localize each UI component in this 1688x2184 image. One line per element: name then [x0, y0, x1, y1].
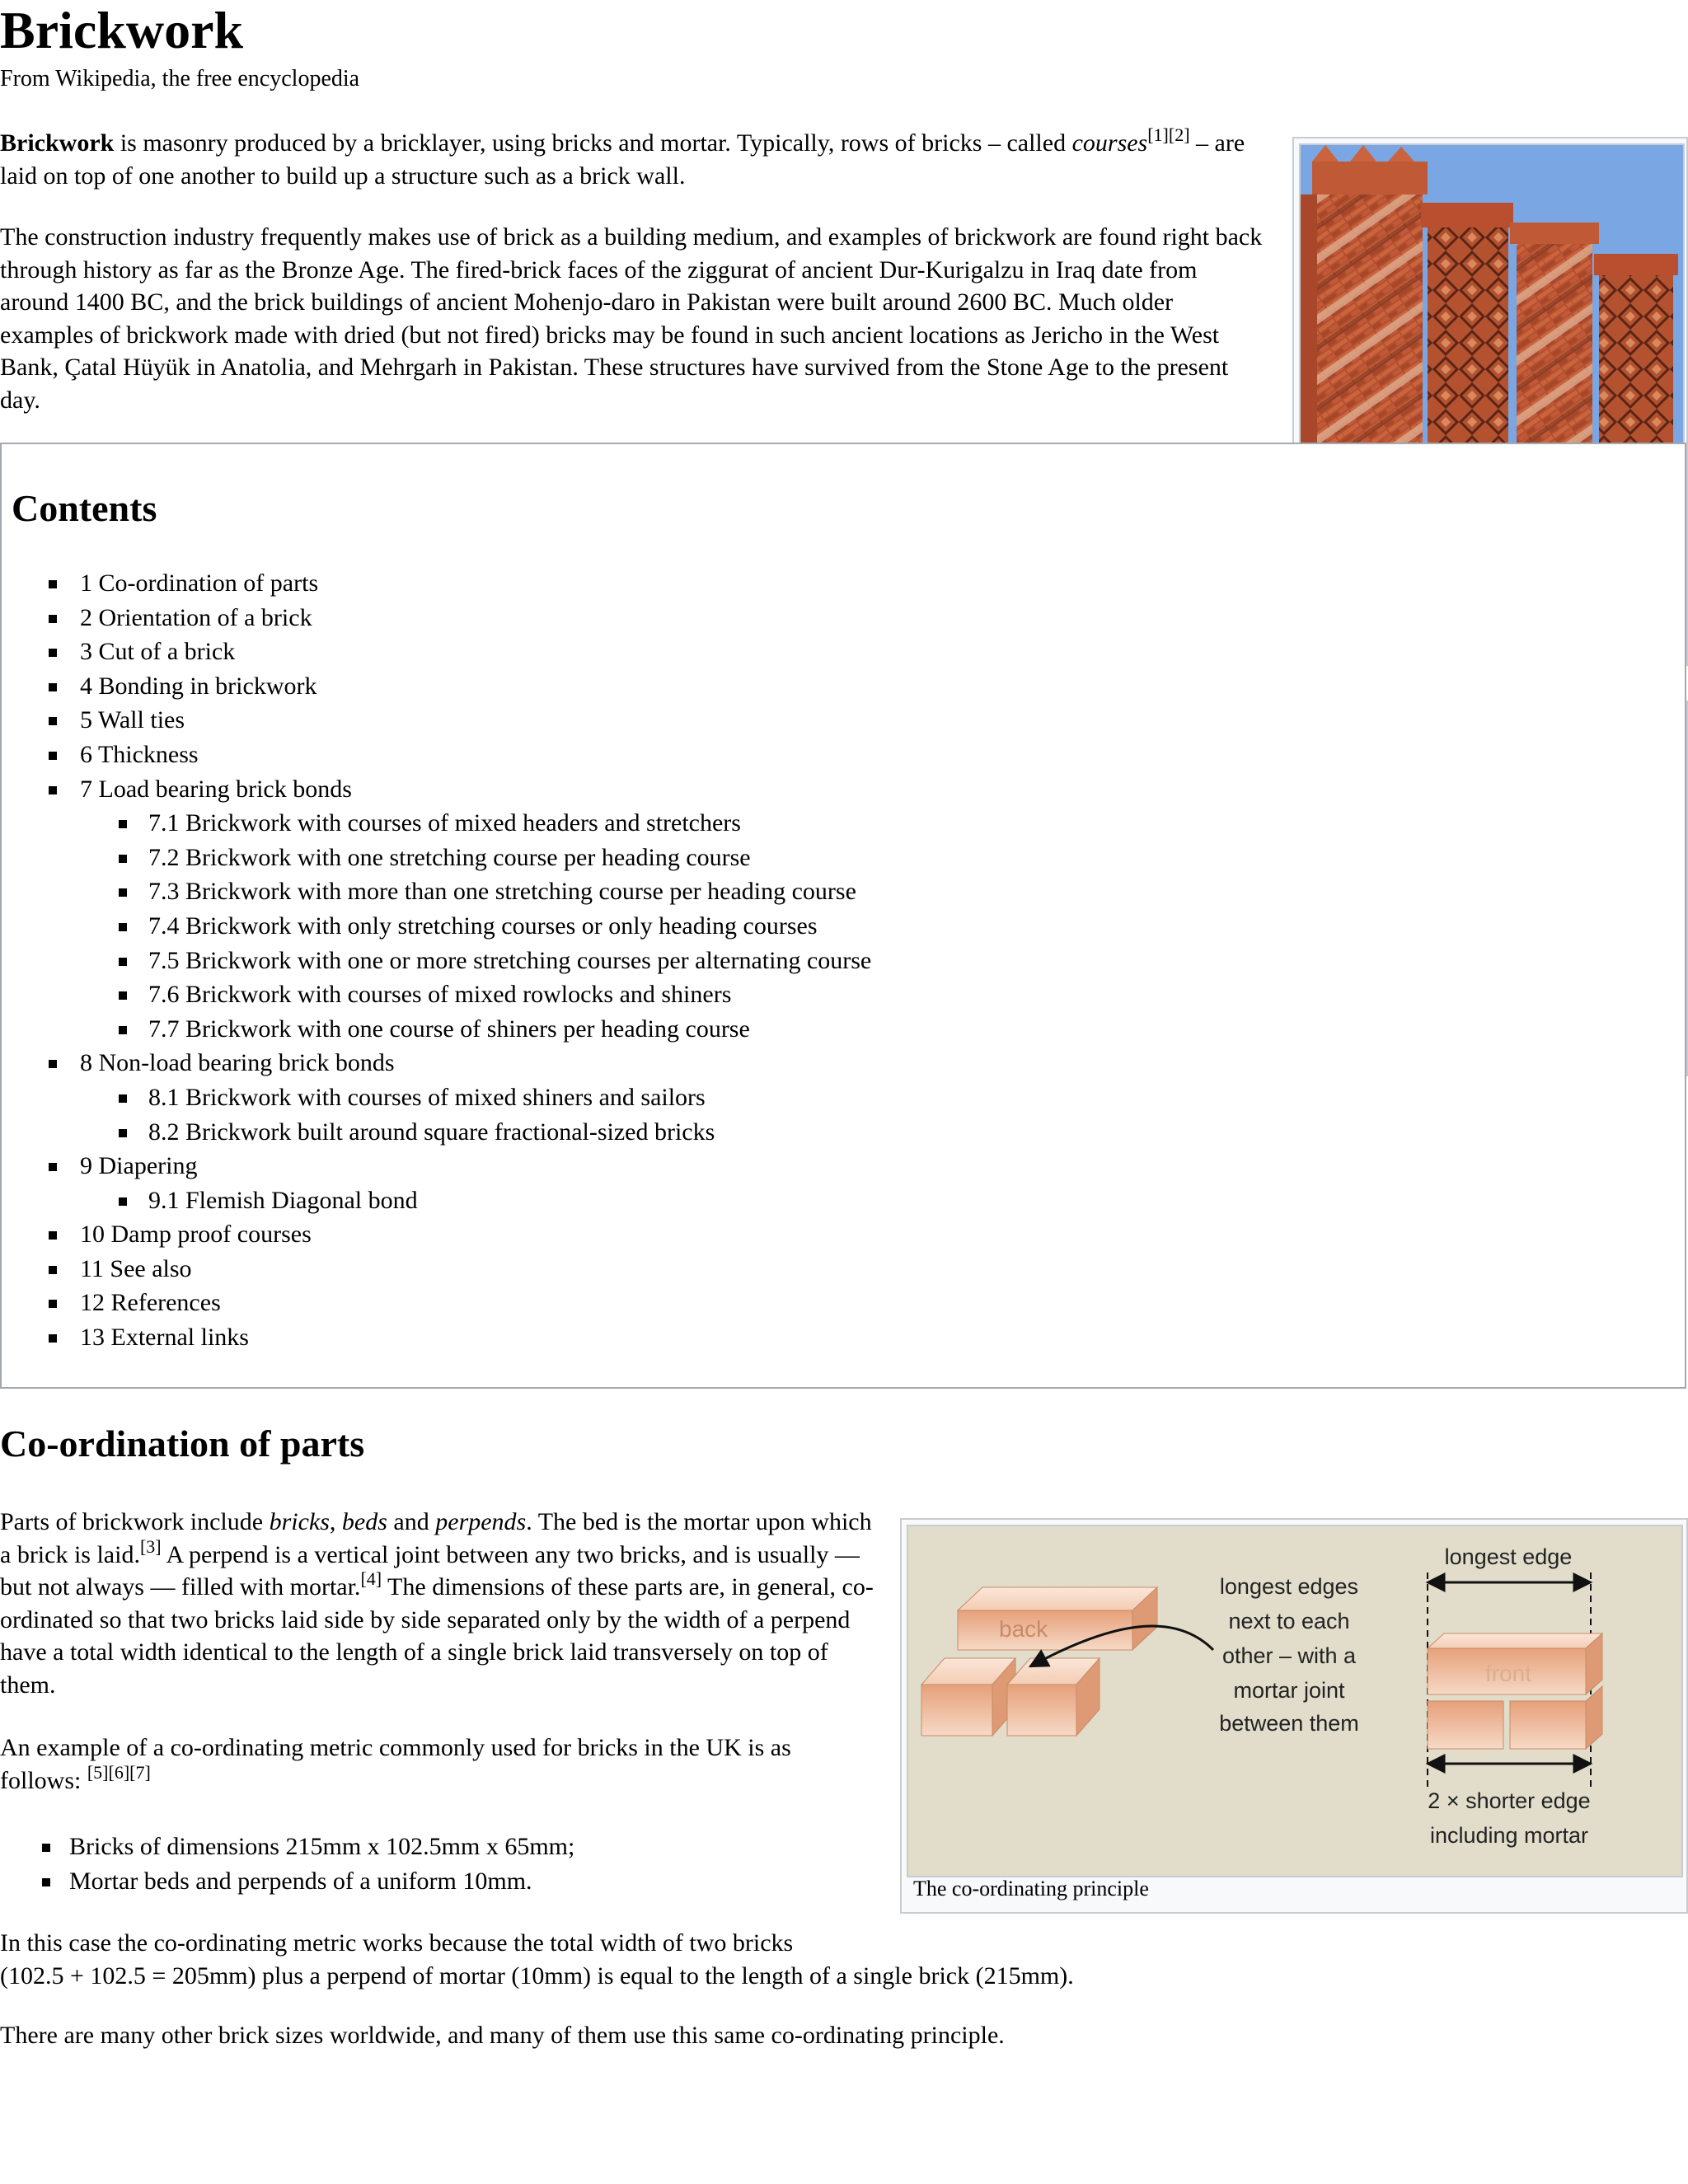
text-span: and [387, 1508, 436, 1535]
ref-4[interactable]: [4] [360, 1568, 382, 1589]
text-span: , [329, 1508, 342, 1535]
toc-item[interactable]: 13 External links [2, 1320, 871, 1355]
coordination-paragraph-3 [0, 1927, 1154, 1992]
middle-line-4: mortar joint [1233, 1678, 1345, 1703]
text-span: . The bed is the mortar upon which a brick is laid. [0, 1508, 872, 1568]
ref-1-2[interactable]: [1][2] [1147, 124, 1190, 145]
toc-title: Contents [12, 487, 157, 529]
term-beds: beds [341, 1508, 387, 1535]
toc-item[interactable]: 5 Wall ties [2, 703, 871, 738]
section-heading-coordination: Co-ordination of parts [0, 1422, 365, 1465]
label-front: front [1485, 1661, 1532, 1686]
coordination-paragraph-4: There are many other brick sizes worldwide, and many of them use this same co-ordinating principle. [0, 2022, 1005, 2049]
toc-item[interactable]: 8.1 Brickwork with courses of mixed shiners and sailors [2, 1080, 871, 1115]
toc-item[interactable]: 3 Cut of a brick [2, 635, 871, 669]
toc-item[interactable]: 9 Diapering [2, 1149, 871, 1183]
toc-item[interactable]: 2 Orientation of a brick [2, 601, 871, 635]
page-title: Brickwork [0, 1, 244, 59]
bottom-line-1: 2 × shorter edge [1428, 1788, 1591, 1813]
toc-item[interactable]: 7.2 Brickwork with one stretching course per heading course [2, 841, 871, 875]
text-span: An example of a co-ordinating metric commonly used for bricks in the UK is as follows: [0, 1734, 791, 1794]
toc-item[interactable]: 9.1 Flemish Diagonal bond [2, 1183, 871, 1218]
middle-label [1219, 1574, 1359, 1736]
coordination-paragraph-1 [0, 1506, 874, 1701]
table-of-contents [0, 443, 1686, 1389]
figure-coordinating-principle [900, 1518, 1688, 1914]
toc-item[interactable]: 7 Load bearing brick bonds [2, 772, 871, 807]
courses-term: courses [1071, 129, 1148, 157]
text-span: In this case the co-ordinating metric works because the total width of two bricks [0, 1929, 794, 1957]
list-item: Bricks of dimensions 215mm x 102.5mm x 65mm; [0, 1830, 574, 1864]
ref-5-6-7[interactable]: [5][6][7] [87, 1761, 151, 1783]
toc-item[interactable]: 8 Non-load bearing brick bonds [2, 1046, 871, 1080]
toc-item[interactable]: 11 See also [2, 1252, 871, 1286]
list-item: Mortar beds and perpends of a uniform 10mm. [0, 1864, 574, 1899]
middle-line-2: next to each [1228, 1609, 1350, 1633]
coordinating-principle-diagram[interactable] [907, 1525, 1683, 1877]
toc-item[interactable]: 7.6 Brickwork with courses of mixed rowlocks and shiners [2, 977, 871, 1012]
toc-item[interactable]: 1 Co-ordination of parts [2, 566, 871, 601]
text-span: A perpend is a vertical joint between any two bricks, and is usually — but not always — filled with mortar. [0, 1540, 860, 1601]
toc-item[interactable]: 10 Damp proof courses [2, 1217, 871, 1252]
right-bricks [1428, 1633, 1602, 1749]
intro-paragraph-2: The construction industry frequently makes use of brick as a building medium, and examples of brickwork are found right back through history as far as the Bronze Age. The fired-brick faces of the ziggurat of ancient Dur-Kurigalzu in Iraq date from around 1400 BC, and the brick buildings of ancient Mohenjo-daro in Pakistan were built around 2600 BC. Much older examples of brickwork made with dried (but not fired) bricks may be found in such ancient locations as Jericho in the West Bank, Çatal Hüyük in Anatolia, and Mehrgarh in Pakistan. These structures have survived from the Stone Age to the present day. [0, 223, 1263, 414]
principle-caption: The co-ordinating principle [913, 1877, 1149, 1900]
toc-item[interactable]: 7.3 Brickwork with more than one stretching course per heading course [2, 874, 871, 909]
intro-paragraph-1 [0, 124, 1269, 192]
text-span: Parts of brickwork include [0, 1508, 270, 1535]
intro-text: is masonry produced by a bricklayer, using bricks and mortar. Typically, rows of bricks – called [114, 129, 1072, 157]
ref-3[interactable]: [3] [139, 1535, 162, 1557]
toc-item[interactable]: 7.7 Brickwork with one course of shiners per heading course [2, 1012, 871, 1047]
bottom-label [1428, 1788, 1590, 1848]
toc-item[interactable]: 7.1 Brickwork with courses of mixed headers and stretchers [2, 806, 871, 841]
brick-diagram [908, 1526, 1681, 1876]
middle-line-3: other – with a [1221, 1643, 1357, 1668]
middle-line-1: longest edges [1219, 1574, 1359, 1599]
toc-item[interactable]: 8.2 Brickwork built around square fractional-sized bricks [2, 1115, 871, 1150]
metric-list [0, 1830, 574, 1898]
text-span: (102.5 + 102.5 = 205mm) plus a perpend of mortar (10mm) is equal to the length of a single brick (215mm). [0, 1961, 1074, 1990]
intro-lead-term: Brickwork [0, 129, 115, 157]
toc-item[interactable]: 7.5 Brickwork with one or more stretching courses per alternating course [2, 944, 871, 978]
label-longest-edge: longest edge [1444, 1544, 1573, 1569]
toc-item[interactable]: 6 Thickness [2, 738, 871, 772]
tagline: From Wikipedia, the free encyclopedia [0, 66, 360, 91]
bottom-line-2: including mortar [1429, 1823, 1589, 1848]
intro-tail: – are laid on top of one another to build up a structure such as a brick wall. [0, 129, 1245, 190]
toc-list [2, 566, 871, 1355]
term-bricks: bricks [269, 1508, 330, 1535]
label-back: back [999, 1616, 1048, 1642]
toc-item[interactable]: 4 Bonding in brickwork [2, 669, 871, 704]
middle-line-5: between them [1219, 1711, 1359, 1736]
coordination-paragraph-2 [0, 1732, 874, 1797]
text-span: The dimensions of these parts are, in general, co-ordinated so that two bricks laid side by side separated only by the width of a perpend have a total width identical to the length of a single brick laid transversely on top of them. [0, 1573, 874, 1699]
toc-item[interactable]: 12 References [2, 1286, 871, 1320]
term-perpends: perpends [435, 1508, 527, 1535]
toc-item[interactable]: 7.4 Brickwork with only stretching courses or only heading courses [2, 909, 871, 944]
